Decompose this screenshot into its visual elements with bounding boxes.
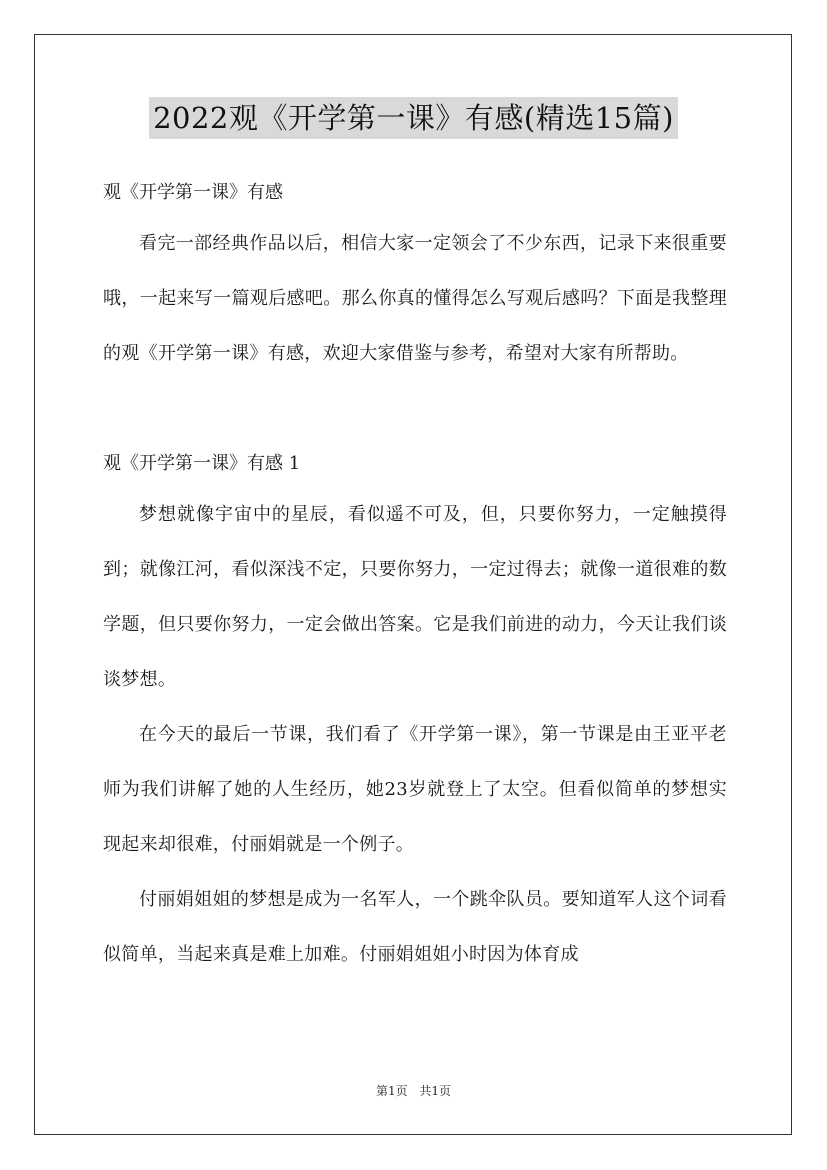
paragraph: 在今天的最后一节课，我们看了《开学第一课》，第一节课是由王亚平老师为我们讲解了她的人生经历，她23岁就登上了太空。但看似简单的梦想实现起来却很难，付丽娟就是一个例子。 bbox=[103, 724, 727, 855]
section-heading: 观《开学第一课》有感 1 bbox=[103, 453, 301, 474]
section-heading: 观《开学第一课》有感 bbox=[103, 182, 283, 203]
document-title: 2022观《开学第一课》有感(精选15篇) bbox=[149, 97, 678, 139]
document-body bbox=[103, 170, 727, 982]
paragraph: 梦想就像宇宙中的星辰，看似遥不可及，但，只要你努力，一定触摸得到；就像江河，看似深浅不定，只要你努力，一定过得去；就像一道很难的数学题，但只要你努力，一定会做出答案。它是我们前进的动力，今天让我们谈谈梦想。 bbox=[103, 504, 727, 690]
paragraph: 看完一部经典作品以后，相信大家一定领会了不少东西，记录下来很重要哦，一起来写一篇观后感吧。那么你真的懂得怎么写观后感吗？下面是我整理的观《开学第一课》有感，欢迎大家借鉴与参考，希望对大家有所帮助。 bbox=[103, 233, 727, 364]
section-spacer bbox=[103, 381, 727, 441]
page-number: 第1页 bbox=[375, 1084, 408, 1098]
page-footer bbox=[0, 1082, 827, 1099]
title-container bbox=[0, 97, 827, 139]
page-total: 共1页 bbox=[419, 1084, 452, 1098]
paragraph: 付丽娟姐姐的梦想是成为一名军人，一个跳伞队员。要知道军人这个词看似简单，当起来真是难上加难。付丽娟姐姐小时因为体育成 bbox=[103, 889, 727, 965]
